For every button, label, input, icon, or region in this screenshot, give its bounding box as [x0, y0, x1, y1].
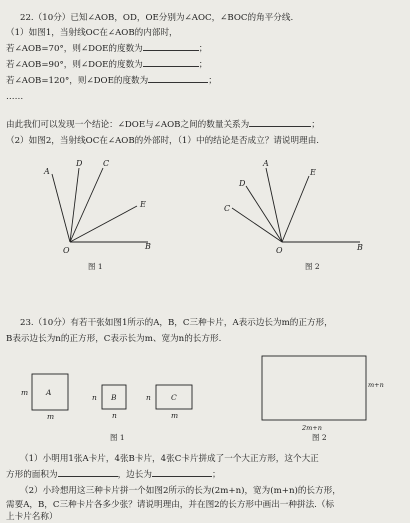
fig1-label-C: C	[103, 159, 110, 168]
q23-fig2-caption: 图 2	[312, 433, 327, 442]
ray-OE	[70, 206, 137, 242]
q23-s1-area-text: 方形的面积为	[6, 470, 58, 480]
fig1-label-A: A	[44, 167, 50, 176]
card-B-name: B	[111, 393, 117, 402]
q22-line-70-text: 若∠AOB=70°，则∠DOE的度数为	[6, 44, 143, 54]
answer-blank-area[interactable]	[58, 476, 118, 477]
q22-figures	[0, 150, 410, 275]
q23-fig1-caption: 图 1	[110, 433, 125, 442]
q22-line-90-end: ；	[198, 60, 208, 70]
q23-s1-line1: （1）小明用1张A卡片，4张B卡片，4张C卡片拼成了一个大正方形，这个大正	[20, 454, 319, 464]
fig2-label-D: D	[239, 179, 246, 188]
q22-dots: ……	[6, 92, 24, 102]
answer-blank-70[interactable]	[143, 50, 199, 51]
q22-conclusion	[6, 120, 320, 131]
rectangle-bottom-label: 2m+n	[302, 424, 322, 432]
fig2-label-O: O	[276, 246, 283, 255]
rectangle-fig2	[262, 356, 366, 420]
q22-line-120	[6, 76, 217, 87]
fig2-ray-OD	[246, 186, 282, 242]
fig2-ray-OA	[266, 168, 282, 242]
q22-line-120-end: ；	[208, 76, 217, 86]
answer-blank-conclusion[interactable]	[249, 126, 311, 127]
card-C-bottom: m	[171, 411, 179, 420]
fig1-diagram	[52, 168, 148, 242]
q22-part2: （2）如图2，当射线OC在∠AOB的外部时，（1）中的结论是否成立？请说明理由.	[6, 136, 320, 146]
q23-s1-side-text: ，边长为	[117, 470, 152, 480]
card-B-side: n	[92, 393, 97, 402]
card-A-name: A	[46, 388, 52, 397]
card-C-side: n	[146, 393, 151, 402]
fig2-label-A: A	[263, 159, 269, 168]
card-B-bottom: n	[112, 411, 117, 420]
card-C-name: C	[171, 393, 177, 402]
q23-s2-line2: 需要A，B，C三种卡片各多少张？请说明理由，并在图2的长方形中画出一种拼法.（标	[6, 500, 335, 510]
fig2-label-C: C	[224, 204, 231, 213]
q23-s1-line2	[6, 470, 221, 481]
q22-line-120-text: 若∠AOB=120°，则∠DOE的度数为	[6, 76, 149, 86]
q23-line2: B表示边长为n的正方形，C表示长为m、宽为n的长方形.	[6, 334, 222, 344]
fig2-label-B: B	[357, 243, 363, 252]
card-A-bottom: m	[47, 412, 55, 421]
fig1-caption: 图 1	[88, 262, 103, 271]
q22-conclusion-end: ；	[311, 120, 320, 130]
q22-line-90-text: 若∠AOB=90°，则∠DOE的度数为	[6, 60, 143, 70]
q22-conclusion-text: 由此我们可以发现一个结论：∠DOE与∠AOB之间的数量关系为	[6, 120, 250, 130]
ray-OA	[52, 174, 70, 242]
fig2-ray-OE	[282, 176, 309, 242]
q23-figures	[0, 350, 410, 450]
q23-s2-line1: （2）小玲想用这三种卡片拼一个如图2所示的长为(2m+n)，宽为(m+n)的长方形，	[20, 486, 341, 496]
q22-intro: 22.（10分）已知∠AOB，OD，OE分别为∠AOC，∠BOC的角平分线.	[20, 13, 294, 23]
fig2-caption: 图 2	[305, 262, 320, 271]
fig1-label-B: B	[145, 242, 151, 251]
fig1-label-O: O	[63, 246, 70, 255]
q22-line-70-end: ；	[198, 44, 208, 54]
answer-blank-side[interactable]	[152, 476, 212, 477]
answer-blank-90[interactable]	[143, 66, 199, 67]
q22-part1-intro: （1）如图1，当射线OC在∠AOB的内部时，	[6, 28, 178, 38]
fig1-label-E: E	[140, 200, 146, 209]
fig1-label-D: D	[76, 159, 83, 168]
fig2-label-E: E	[310, 168, 316, 177]
q22-line-90	[6, 60, 207, 71]
fig2-diagram	[232, 168, 360, 242]
answer-blank-120[interactable]	[148, 82, 208, 83]
card-A-side: m	[21, 388, 29, 397]
q23-line1: 23.（10分）有若干张如图1所示的A，B，C三种卡片，A表示边长为m的正方形，	[20, 318, 333, 328]
rectangle-right-label: m+n	[368, 381, 384, 389]
fig2-ray-OC	[232, 208, 282, 242]
q22-line-70	[6, 44, 207, 55]
q23-s1-end: ；	[211, 470, 221, 480]
q23-s2-line3: 上卡片名称）	[6, 512, 58, 522]
